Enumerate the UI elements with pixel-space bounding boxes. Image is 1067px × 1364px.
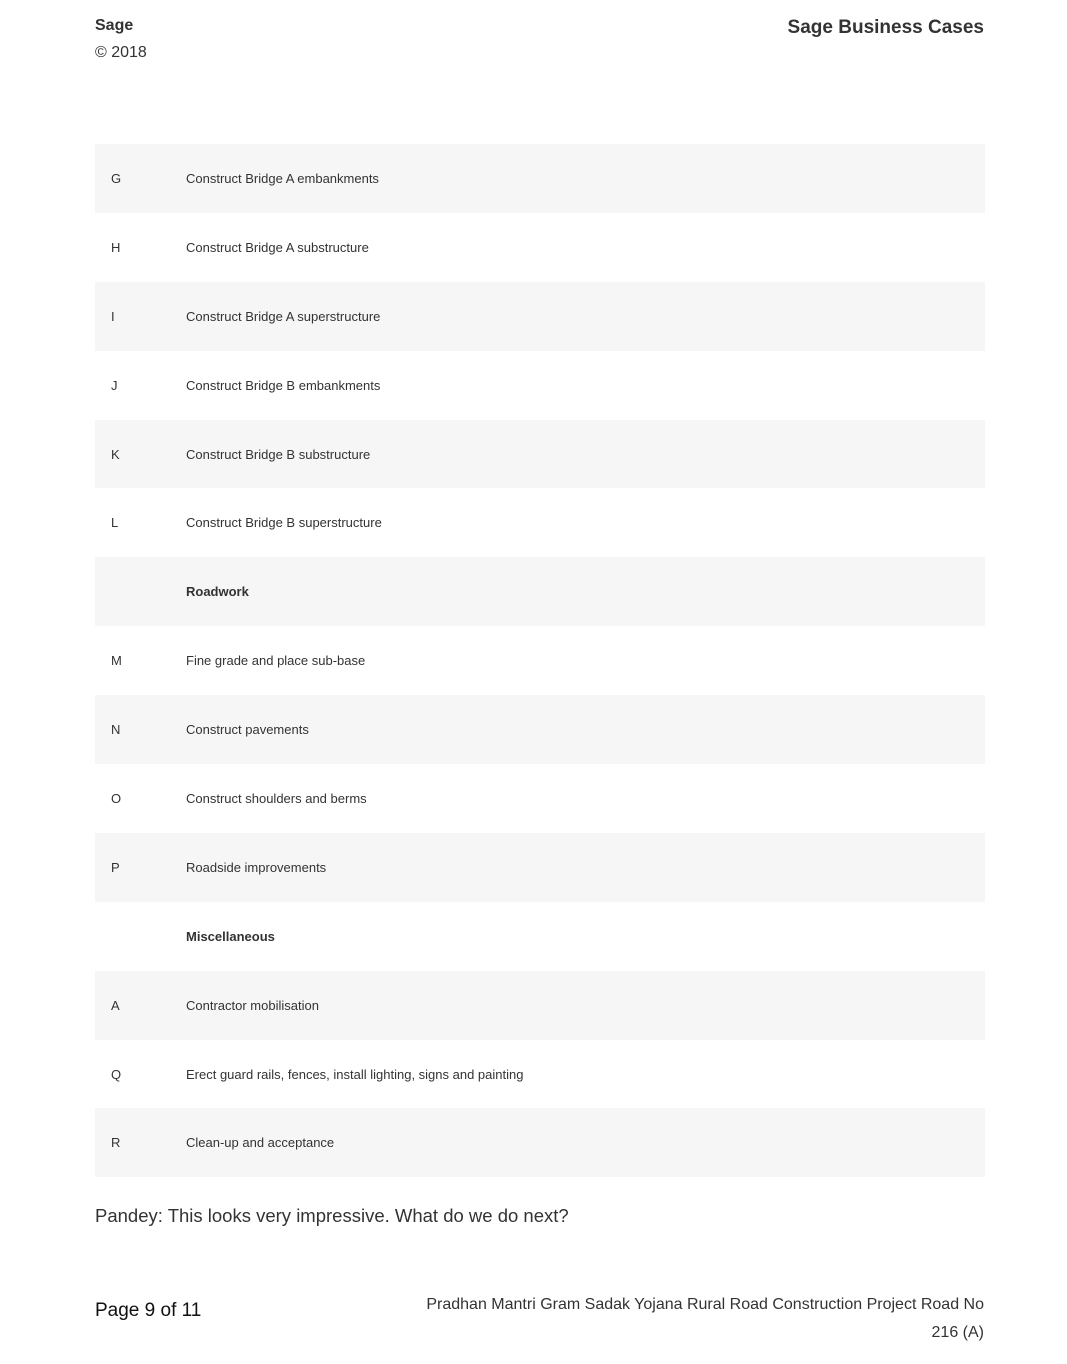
dialogue-paragraph: Pandey: This looks very impressive. What do we do next? [95, 1205, 569, 1226]
activity-description: Erect guard rails, fences, install lighting, signs and painting [186, 1066, 524, 1082]
activity-code: R [111, 1135, 121, 1151]
header-left [95, 16, 147, 63]
activity-description: Construct Bridge B embankments [186, 377, 381, 393]
document-title: Pradhan Mantri Gram Sadak Yojana Rural Road Construction Project Road No 216 (A) [426, 1296, 984, 1341]
table-section-row [95, 557, 985, 626]
activity-code: A [111, 997, 120, 1013]
table-row [95, 213, 985, 282]
task-table [95, 144, 985, 1177]
copyright-notice: © 2018 [95, 44, 147, 61]
activity-code: M [111, 653, 122, 669]
publisher-name: Sage [95, 17, 134, 34]
activity-description: Construct shoulders and berms [186, 790, 367, 806]
activity-description: Construct pavements [186, 722, 309, 738]
table-row [95, 1040, 985, 1109]
activity-description: Construct Bridge A embankments [186, 170, 379, 186]
table-row [95, 282, 985, 351]
section-heading: Roadwork [186, 584, 249, 600]
collection-title: Sage Business Cases [787, 17, 984, 38]
table-row [95, 626, 985, 695]
activity-description: Construct Bridge A substructure [186, 239, 369, 255]
activity-description: Contractor mobilisation [186, 997, 319, 1013]
activity-description: Construct Bridge B substructure [186, 446, 371, 462]
activity-code: Q [111, 1066, 122, 1082]
activity-code: O [111, 790, 122, 806]
activity-code: K [111, 446, 120, 462]
activity-code: L [111, 515, 119, 531]
section-heading: Miscellaneous [186, 928, 275, 944]
activity-code: G [111, 170, 122, 186]
activity-description: Fine grade and place sub-base [186, 653, 366, 669]
activity-description: Construct Bridge B superstructure [186, 515, 382, 531]
table-row [95, 420, 985, 489]
activity-code: I [111, 308, 115, 324]
activity-code: H [111, 239, 121, 255]
activity-description: Clean-up and acceptance [186, 1135, 335, 1151]
activity-code: N [111, 722, 121, 738]
table-row [95, 971, 985, 1040]
table-row [95, 833, 985, 902]
table-section-row [95, 902, 985, 971]
page-number: Page 9 of 11 [95, 1300, 202, 1321]
activity-code: P [111, 859, 120, 875]
table-row [95, 488, 985, 557]
table-row [95, 695, 985, 764]
activity-description: Roadside improvements [186, 859, 327, 875]
table-row [95, 351, 985, 420]
activity-description: Construct Bridge A superstructure [186, 308, 381, 324]
table-row [95, 144, 985, 213]
table-row [95, 1108, 985, 1177]
activity-code: J [111, 377, 118, 393]
table-row [95, 764, 985, 833]
